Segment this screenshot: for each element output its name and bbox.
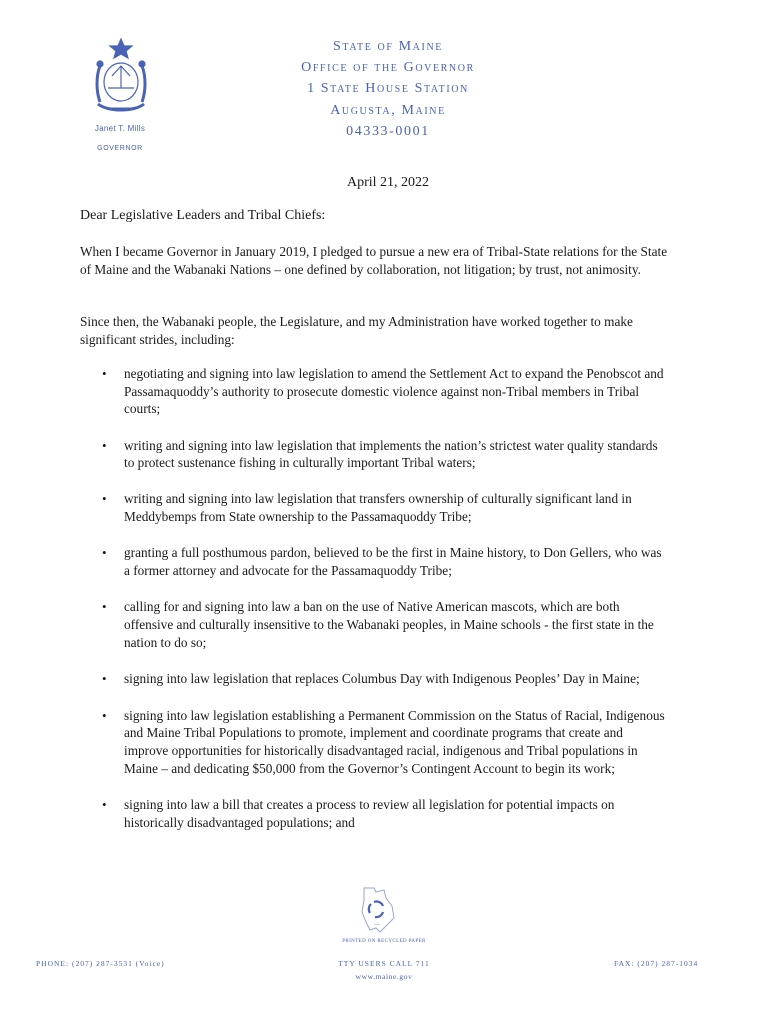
body-paragraph: When I became Governor in January 2019, I pledged to pursue a new era of Tribal-State relations for the State of Maine and the Wabanaki Nations – one defined by collaboration, not litigation; by trust, not animosity. [80,244,668,277]
list-item-text: signing into law legislation establishing a Permanent Commission on the Status of Racial, Indigenous and Maine Tribal Populations to promote, implement and coordinate programs that create and improve opportunities for historically disadvantaged racial, indigenous and Tribal populations in Maine – and dedicating $50,000 from the Governor’s Contingent Account to begin its work; [124,707,665,776]
letterhead-line: 1 State House Station [307,81,469,97]
list-item [80,796,670,831]
bullet-icon: • [102,545,107,561]
list-item-text: writing and signing into law legislation that transfers ownership of culturally significant land in Meddybemps from State ownership to the Passamaquoddy Tribe; [124,490,632,524]
footer-tty: TTY USERS CALL 711 [338,959,430,968]
bullet-icon: • [102,671,107,687]
letter-date: April 21, 2022 [346,175,430,190]
state-seal-icon [86,36,156,122]
list-item [80,365,670,418]
accomplishments-list [80,365,670,831]
bullet-icon: • [102,707,107,723]
bullet-icon: • [102,437,107,453]
svg-text:~~: ~~ [374,923,380,928]
list-item-text: negotiating and signing into law legislation to amend the Settlement Act to expand the Penobscot and Passamaquoddy’s authority to prosecute domestic violence against non-Tribal members in Tribal courts; [124,366,664,417]
list-item [80,490,670,525]
bullet-icon: • [102,490,107,506]
list-item [80,437,670,472]
footer-website-link[interactable]: www.maine.gov [355,972,413,981]
list-item-text: signing into law a bill that creates a process to review all legislation for potential impacts on historically disadvantaged populations; and [124,797,615,830]
list-item-text: signing into law legislation that replaces Columbus Day with Indigenous Peoples’ Day in Maine; [124,671,640,687]
salutation: Dear Legislative Leaders and Tribal Chiefs: [80,208,326,223]
governor-title: GOVERNOR [97,145,143,152]
letterhead-line: 04333-0001 [346,123,430,139]
recycle-icon [350,884,404,936]
list-item [80,544,670,579]
printed-on-recycled-paper-note: PRINTED ON RECYCLED PAPER [342,939,426,944]
footer-phone: PHONE: (207) 287-3531 (Voice) [36,959,165,968]
bullet-icon: • [102,366,107,381]
letterhead-line: Augusta, Maine [330,102,446,118]
body-paragraph: Since then, the Wabanaki people, the Legislature, and my Administration have worked together to make significant strides, including: [80,314,633,347]
list-item [80,598,670,651]
letterhead-line: State of Maine [333,39,443,54]
list-item [80,707,670,777]
letterhead-address [240,36,536,142]
list-item-text: granting a full posthumous pardon, believed to be the first in Maine history, to Don Gellers, who was a former attorney and advocate for the Passamaquoddy Tribe; [124,545,662,578]
list-item-text: calling for and signing into law a ban on the use of Native American mascots, which are both offensive and culturally insensitive to the Wabanaki peoples, in Maine schools - the first state in the nation to do so; [124,599,654,650]
governor-name: Janet T. Mills [94,124,146,133]
bullet-icon: • [102,599,107,615]
letterhead-line: Office of the Governor [301,60,475,76]
list-item-text: writing and signing into law legislation that implements the nation’s strictest water quality standards to protect sustenance fishing in culturally important Tribal waters; [124,437,658,471]
list-item [80,670,670,688]
footer-fax: FAX: (207) 287-1034 [614,959,699,968]
bullet-icon: • [102,797,107,813]
